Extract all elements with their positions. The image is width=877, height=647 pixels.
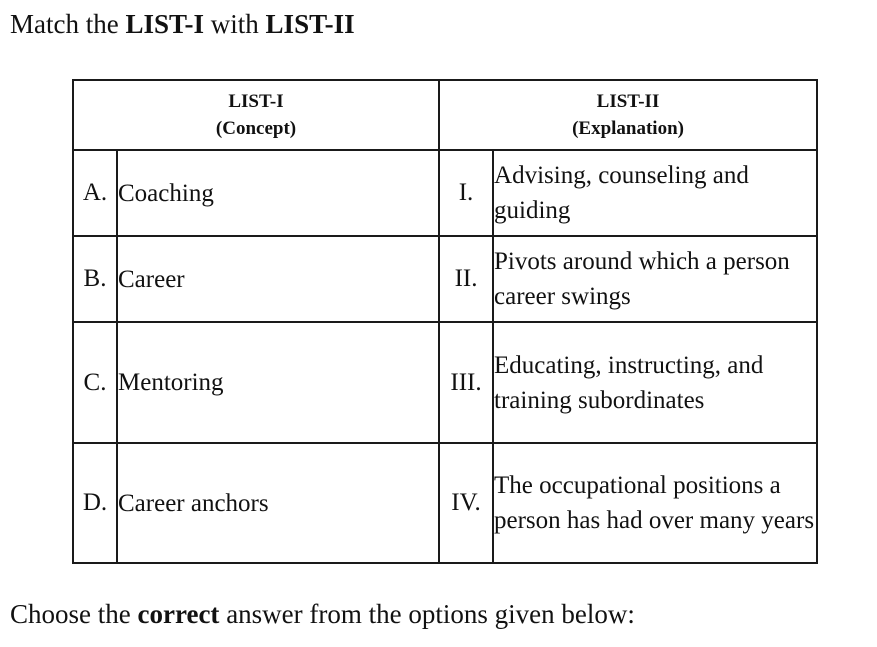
- explanation-cell: Pivots around which a person career swings: [493, 236, 817, 322]
- list2-subheading: (Explanation): [572, 118, 684, 139]
- list1-header: [73, 80, 439, 150]
- table-row: [73, 236, 817, 322]
- explanation-cell: The occupational positions a person has had over many years: [493, 443, 817, 563]
- list1-key: C.: [73, 322, 117, 443]
- list2-heading: LIST-II: [596, 91, 660, 112]
- title-mid: with: [204, 9, 266, 39]
- concept-cell: Career: [117, 236, 439, 322]
- instruction-prefix: Choose the: [10, 599, 138, 629]
- explanation-cell: Advising, counseling and guiding: [493, 150, 817, 236]
- list2-key: III.: [439, 322, 493, 443]
- table-row: [73, 150, 817, 236]
- title-list2: LIST-II: [265, 9, 355, 39]
- list2-key: II.: [439, 236, 493, 322]
- concept-cell: Coaching: [117, 150, 439, 236]
- concept-cell: Career anchors: [117, 443, 439, 563]
- match-table: [72, 79, 818, 564]
- instruction-bold: correct: [137, 599, 220, 629]
- answer-instruction: [10, 594, 635, 634]
- title-prefix: Match the: [10, 9, 126, 39]
- list1-key: D.: [73, 443, 117, 563]
- concept-cell: Mentoring: [117, 322, 439, 443]
- list1-key: B.: [73, 236, 117, 322]
- list2-key: I.: [439, 150, 493, 236]
- question-title: [10, 4, 355, 44]
- table-row: [73, 443, 817, 563]
- explanation-cell: Educating, instructing, and training subordinates: [493, 322, 817, 443]
- list2-key: IV.: [439, 443, 493, 563]
- list2-header: [439, 80, 817, 150]
- list1-subheading: (Concept): [215, 118, 297, 139]
- table-row: [73, 322, 817, 443]
- list1-key: A.: [73, 150, 117, 236]
- instruction-suffix: answer from the options given below:: [219, 599, 635, 629]
- title-list1: LIST-I: [125, 9, 205, 39]
- list1-heading: LIST-I: [228, 91, 284, 112]
- table-header-row: [73, 80, 817, 150]
